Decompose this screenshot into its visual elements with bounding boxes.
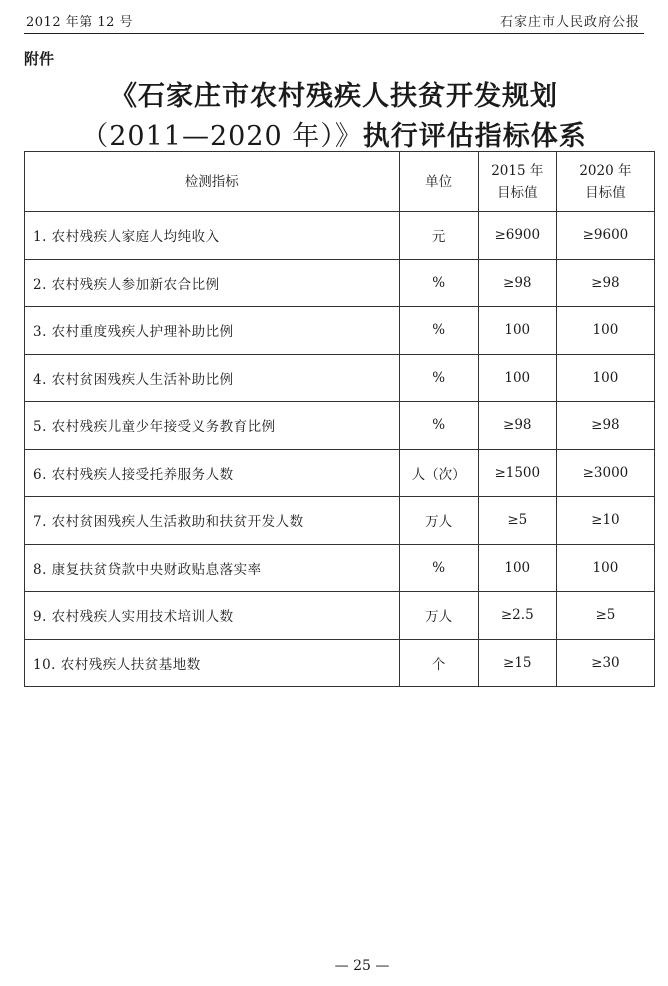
target-2015-cell: ≥5 — [478, 497, 556, 545]
title-subject: 执行评估指标体系 — [362, 121, 587, 152]
table-row — [25, 639, 655, 687]
table-row — [25, 307, 655, 355]
target-2015-cell: ≥98 — [478, 402, 556, 450]
target-2015-cell: 100 — [478, 307, 556, 355]
indicator-cell: 8. 康复扶贫贷款中央财政贴息落实率 — [25, 544, 400, 592]
document-title-line2 — [0, 114, 668, 153]
table-row — [25, 259, 655, 307]
target-2015-cell: ≥15 — [478, 639, 556, 687]
table-row — [25, 544, 655, 592]
target-2015-cell: ≥1500 — [478, 449, 556, 497]
target-2020-cell: ≥30 — [556, 639, 654, 687]
table-row — [25, 592, 655, 640]
header-target-2020 — [556, 152, 654, 212]
indicator-cell: 1. 农村残疾人家庭人均纯收入 — [25, 212, 400, 260]
unit-cell: % — [399, 544, 478, 592]
target-2015-cell: ≥2.5 — [478, 592, 556, 640]
header-unit: 单位 — [399, 152, 478, 212]
target-2020-cell: ≥10 — [556, 497, 654, 545]
header-divider — [24, 33, 644, 34]
target-2020-cell: ≥3000 — [556, 449, 654, 497]
page-number: — 25 — — [334, 958, 390, 974]
unit-cell: 个 — [399, 639, 478, 687]
target-2015-cell: ≥6900 — [478, 212, 556, 260]
table-row — [25, 212, 655, 260]
header-target-2020-year: 2020 年 — [579, 162, 632, 179]
indicator-table — [24, 151, 655, 687]
target-2020-cell: ≥98 — [556, 402, 654, 450]
attachment-label: 附件 — [24, 50, 55, 68]
indicator-cell: 7. 农村贫困残疾人生活救助和扶贫开发人数 — [25, 497, 400, 545]
unit-cell: % — [399, 259, 478, 307]
indicator-cell: 3. 农村重度残疾人护理补助比例 — [25, 307, 400, 355]
indicator-cell: 2. 农村残疾人参加新农合比例 — [25, 259, 400, 307]
target-2020-cell: 100 — [556, 354, 654, 402]
header-target-2015 — [478, 152, 556, 212]
document-title-line1: 《石家庄市农村残疾人扶贫开发规划 — [110, 81, 558, 112]
unit-cell: 元 — [399, 212, 478, 260]
unit-cell: % — [399, 307, 478, 355]
target-2015-cell: 100 — [478, 544, 556, 592]
target-2020-cell: ≥98 — [556, 259, 654, 307]
unit-cell: % — [399, 402, 478, 450]
table-row — [25, 497, 655, 545]
indicator-cell: 5. 农村残疾儿童少年接受义务教育比例 — [25, 402, 400, 450]
target-2020-cell: ≥9600 — [556, 212, 654, 260]
header-target-2015-year: 2015 年 — [491, 162, 544, 179]
header-target-2015-label: 目标值 — [497, 184, 538, 201]
target-2020-cell: 100 — [556, 307, 654, 355]
target-2020-cell: 100 — [556, 544, 654, 592]
table-row — [25, 402, 655, 450]
indicator-cell: 10. 农村残疾人扶贫基地数 — [25, 639, 400, 687]
publisher-label: 石家庄市人民政府公报 — [499, 15, 640, 30]
indicator-cell: 6. 农村残疾人接受托养服务人数 — [25, 449, 400, 497]
unit-cell: 万人 — [399, 497, 478, 545]
target-2020-cell: ≥5 — [556, 592, 654, 640]
table-row — [25, 449, 655, 497]
title-year-range: （2011—2020 年）》 — [81, 121, 363, 152]
header-indicator: 检测指标 — [25, 152, 400, 212]
issue-label: 2012 年第 12 号 — [26, 15, 134, 30]
table-row — [25, 354, 655, 402]
indicator-cell: 9. 农村残疾人实用技术培训人数 — [25, 592, 400, 640]
unit-cell: 人（次） — [399, 449, 478, 497]
table-header-row — [25, 152, 655, 212]
unit-cell: % — [399, 354, 478, 402]
header-target-2020-label: 目标值 — [585, 184, 626, 201]
target-2015-cell: 100 — [478, 354, 556, 402]
target-2015-cell: ≥98 — [478, 259, 556, 307]
indicator-cell: 4. 农村贫困残疾人生活补助比例 — [25, 354, 400, 402]
unit-cell: 万人 — [399, 592, 478, 640]
